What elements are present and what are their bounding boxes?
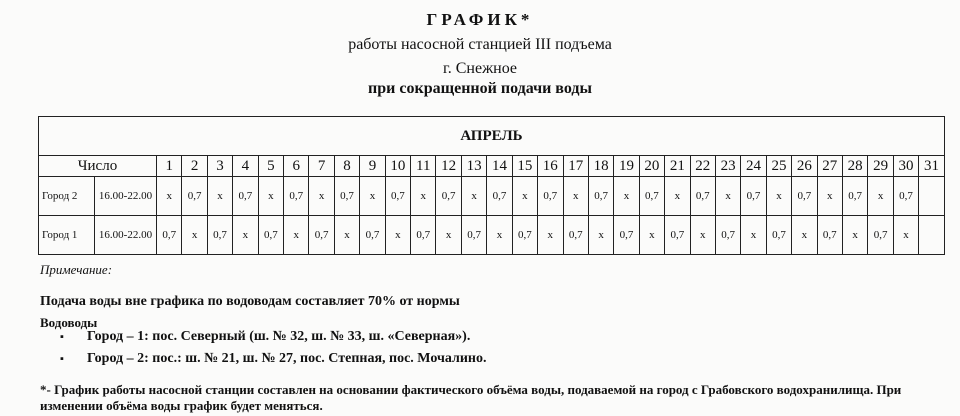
schedule-cell: 0,7 — [741, 177, 766, 216]
table-row — [39, 216, 945, 255]
schedule-cell: x — [487, 216, 512, 255]
day-number: 18 — [588, 156, 613, 177]
schedule-cell: 0,7 — [639, 177, 664, 216]
schedule-cell: 0,7 — [766, 216, 791, 255]
schedule-cell: x — [309, 177, 334, 216]
schedule-table — [38, 116, 945, 255]
schedule-cell: x — [538, 216, 563, 255]
schedule-cell — [919, 216, 945, 255]
schedule-cell: 0,7 — [792, 177, 817, 216]
schedule-cell: x — [817, 177, 842, 216]
schedule-cell: 0,7 — [411, 216, 436, 255]
day-number: 23 — [715, 156, 740, 177]
schedule-cell: 0,7 — [487, 177, 512, 216]
schedule-cell: x — [639, 216, 664, 255]
schedule-cell: x — [207, 177, 232, 216]
schedule-cell: 0,7 — [436, 177, 461, 216]
day-number: 22 — [690, 156, 715, 177]
day-number: 11 — [411, 156, 436, 177]
schedule-cell: x — [563, 177, 588, 216]
schedule-cell: x — [233, 216, 258, 255]
schedule-cell: x — [614, 177, 639, 216]
supply-note: Подача воды вне графика по водоводам составляет 70% от нормы — [40, 294, 460, 309]
day-number: 3 — [207, 156, 232, 177]
schedule-cell: 0,7 — [868, 216, 893, 255]
schedule-cell: 0,7 — [233, 177, 258, 216]
day-row — [39, 156, 945, 177]
note-label: Примечание: — [40, 262, 113, 277]
day-number: 7 — [309, 156, 334, 177]
schedule-cell: 0,7 — [182, 177, 207, 216]
day-number: 28 — [842, 156, 867, 177]
schedule-cell: 0,7 — [512, 216, 537, 255]
schedule-cell: 0,7 — [614, 216, 639, 255]
schedule-cell: 0,7 — [817, 216, 842, 255]
schedule-cell: 0,7 — [893, 177, 918, 216]
schedule-cell: x — [690, 216, 715, 255]
row-time: 16.00-22.00 — [95, 216, 157, 255]
schedule-cell: 0,7 — [207, 216, 232, 255]
schedule-cell: 0,7 — [309, 216, 334, 255]
schedule-cell: 0,7 — [360, 216, 385, 255]
schedule-cell: x — [360, 177, 385, 216]
day-number: 2 — [182, 156, 207, 177]
schedule-cell: x — [868, 177, 893, 216]
day-number: 12 — [436, 156, 461, 177]
water-lines-label: Водоводы — [40, 315, 98, 330]
schedule-cell: x — [436, 216, 461, 255]
schedule-cell: 0,7 — [563, 216, 588, 255]
month-row — [39, 117, 945, 156]
page-title: ГРАФИК* — [426, 10, 534, 29]
day-number: 31 — [919, 156, 945, 177]
day-number: 27 — [817, 156, 842, 177]
schedule-cell: x — [665, 177, 690, 216]
day-number: 13 — [461, 156, 486, 177]
day-number: 19 — [614, 156, 639, 177]
schedule-cell: x — [182, 216, 207, 255]
schedule-cell: x — [284, 216, 309, 255]
footnote: *- График работы насосной станции составлен на основании фактического объёма воды, подаваемой на город с Грабовского водохранилища. При изменении объёма воды график будет меняться. — [40, 382, 902, 413]
schedule-cell: x — [461, 177, 486, 216]
city-line: Город – 2: пос.: ш. № 21, ш. № 27, пос. Степная, пос. Мочалино. — [87, 351, 487, 366]
schedule-cell: 0,7 — [284, 177, 309, 216]
row-time: 16.00-22.00 — [95, 177, 157, 216]
schedule-cell: 0,7 — [715, 216, 740, 255]
day-number: 1 — [157, 156, 182, 177]
day-number: 25 — [766, 156, 791, 177]
day-number: 6 — [284, 156, 309, 177]
list-item — [60, 348, 486, 370]
schedule-cell: 0,7 — [461, 216, 486, 255]
day-number: 10 — [385, 156, 410, 177]
schedule-cell: 0,7 — [842, 177, 867, 216]
schedule-cell: 0,7 — [538, 177, 563, 216]
schedule-cell: x — [715, 177, 740, 216]
schedule-cell: 0,7 — [665, 216, 690, 255]
bullet-icon: ▪ — [60, 353, 64, 365]
schedule-cell: x — [258, 177, 283, 216]
day-number: 14 — [487, 156, 512, 177]
city-line: Город – 1: пос. Северный (ш. № 32, ш. № 33, ш. «Северная»). — [87, 329, 471, 344]
row-city: Город 1 — [39, 216, 95, 255]
schedule-cell: x — [157, 177, 182, 216]
schedule-cell: x — [842, 216, 867, 255]
day-number: 20 — [639, 156, 664, 177]
supply-mode: при сокращенной подачи воды — [368, 80, 592, 97]
list-item — [60, 326, 486, 348]
day-number: 16 — [538, 156, 563, 177]
city-list — [60, 326, 486, 370]
day-number: 29 — [868, 156, 893, 177]
schedule-cell: 0,7 — [258, 216, 283, 255]
schedule-cell: 0,7 — [334, 177, 359, 216]
month-header: АПРЕЛЬ — [39, 117, 945, 156]
day-number: 17 — [563, 156, 588, 177]
table-row — [39, 177, 945, 216]
day-number: 9 — [360, 156, 385, 177]
schedule-cell: x — [766, 177, 791, 216]
row-city: Город 2 — [39, 177, 95, 216]
day-number: 30 — [893, 156, 918, 177]
schedule-cell: 0,7 — [588, 177, 613, 216]
day-number: 15 — [512, 156, 537, 177]
schedule-cell: x — [411, 177, 436, 216]
day-number: 26 — [792, 156, 817, 177]
schedule-cell: x — [893, 216, 918, 255]
schedule-cell: 0,7 — [385, 177, 410, 216]
schedule-cell: x — [512, 177, 537, 216]
day-number: 21 — [665, 156, 690, 177]
schedule-cell: 0,7 — [690, 177, 715, 216]
city-name: г. Снежное — [442, 60, 517, 77]
schedule-cell: x — [741, 216, 766, 255]
bullet-icon: ▪ — [60, 331, 64, 343]
schedule-cell: x — [588, 216, 613, 255]
day-number: 4 — [233, 156, 258, 177]
schedule-cell — [919, 177, 945, 216]
schedule-cell: x — [385, 216, 410, 255]
day-label: Число — [39, 156, 157, 177]
schedule-cell: x — [792, 216, 817, 255]
schedule-cell: 0,7 — [157, 216, 182, 255]
schedule-cell: x — [334, 216, 359, 255]
day-number: 5 — [258, 156, 283, 177]
day-number: 8 — [334, 156, 359, 177]
page-subtitle: работы насосной станцией III подъема — [348, 36, 612, 53]
day-number: 24 — [741, 156, 766, 177]
